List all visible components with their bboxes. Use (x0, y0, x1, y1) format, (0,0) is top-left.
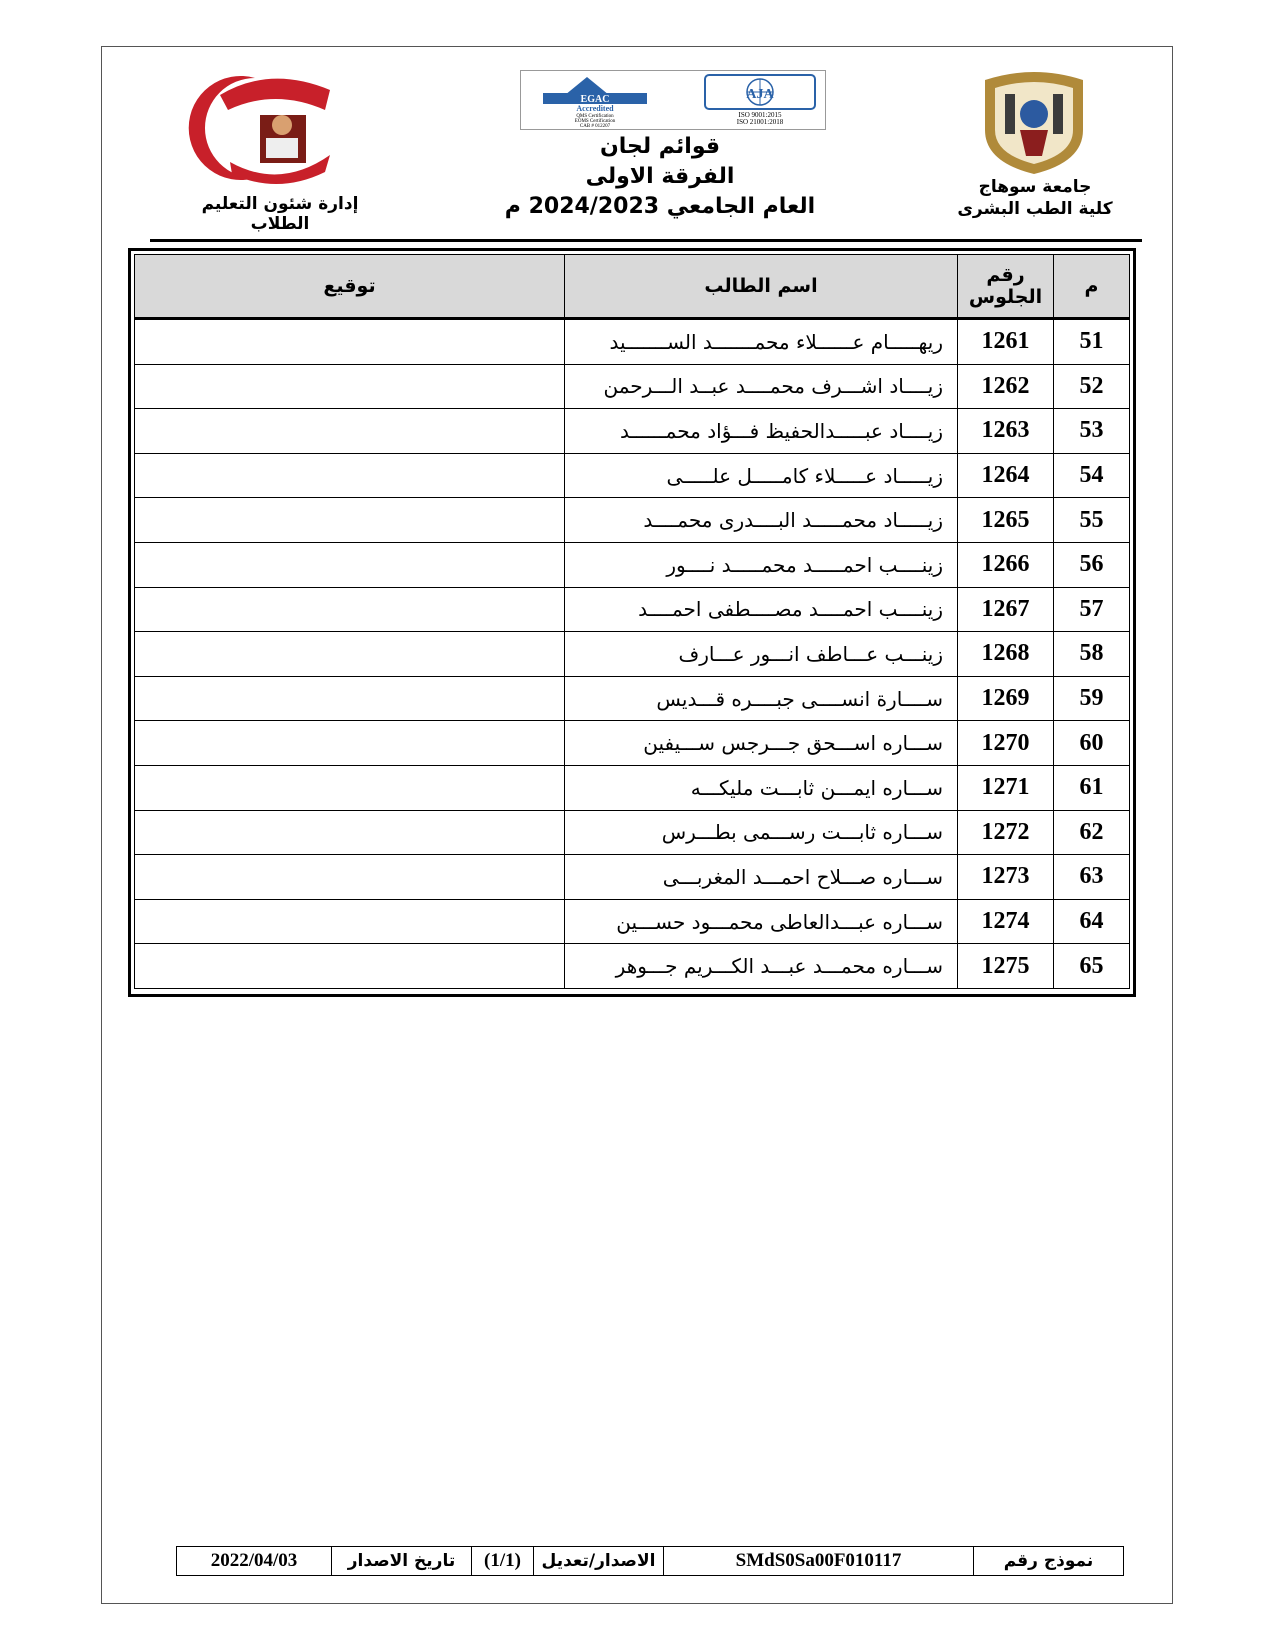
column-header-name: اسم الطالب (565, 255, 958, 319)
row-signature-cell[interactable] (135, 676, 565, 721)
title-academic-year: العام الجامعي 2024/2023 م (504, 194, 816, 219)
column-header-seat (958, 255, 1054, 319)
column-header-signature: توقيع (135, 255, 565, 319)
aja-iso9001-text: ISO 9001:2015 (738, 111, 782, 119)
row-index: 54 (1054, 453, 1130, 498)
row-signature-cell[interactable] (135, 899, 565, 944)
row-signature-cell[interactable] (135, 855, 565, 900)
row-signature-cell[interactable] (135, 721, 565, 766)
row-seat-number: 1262 (958, 364, 1054, 409)
row-signature-cell[interactable] (135, 409, 565, 454)
students-table-frame (128, 248, 1136, 997)
row-signature-cell[interactable] (135, 587, 565, 632)
egac-qms-text: QMS Certification (576, 114, 614, 119)
row-seat-number: 1270 (958, 721, 1054, 766)
aja-text: AJA (746, 87, 774, 102)
row-student-name: ســـاره ايمـــن ثابـــت مليكـــه (565, 765, 958, 810)
row-index: 58 (1054, 632, 1130, 677)
egac-cab-text: CAB # 012207 (579, 124, 611, 129)
row-index: 63 (1054, 855, 1130, 900)
row-signature-cell[interactable] (135, 944, 565, 989)
row-student-name: زيــــاد اشـــرف محمــــد عبــد الـــرحمن (565, 364, 958, 409)
document-title (500, 132, 820, 222)
row-index: 60 (1054, 721, 1130, 766)
row-seat-number: 1265 (958, 498, 1054, 543)
row-index: 52 (1054, 364, 1130, 409)
row-signature-cell[interactable] (135, 453, 565, 498)
table-row (135, 944, 1130, 989)
row-student-name: ســـاره اســـحق جـــرجس ســـيفين (565, 721, 958, 766)
table-row (135, 765, 1130, 810)
aja-certificate-icon (701, 73, 819, 125)
row-signature-cell[interactable] (135, 319, 565, 365)
row-student-name: ســـاره عبـــدالعاطى محمـــود حســـين (565, 899, 958, 944)
table-row (135, 453, 1130, 498)
row-seat-number: 1264 (958, 453, 1054, 498)
table-row (135, 810, 1130, 855)
certification-box (520, 70, 826, 130)
row-index: 56 (1054, 542, 1130, 587)
row-student-name: زينـــب عـــاطف انـــور عـــارف (565, 632, 958, 677)
row-signature-cell[interactable] (135, 364, 565, 409)
row-index: 53 (1054, 409, 1130, 454)
row-seat-number: 1275 (958, 944, 1054, 989)
row-seat-number: 1273 (958, 855, 1054, 900)
row-seat-number: 1268 (958, 632, 1054, 677)
row-index: 61 (1054, 765, 1130, 810)
egac-eoms-text: EOMS Certification (574, 119, 616, 124)
faculty-logo (160, 70, 350, 185)
egac-accredited-text: Accredited (576, 104, 614, 113)
header-divider (150, 239, 1142, 242)
table-row (135, 542, 1130, 587)
table-row (135, 632, 1130, 677)
table-row (135, 899, 1130, 944)
form-number-code: SMdS0Sa00F010117 (663, 1547, 973, 1575)
department-label: إدارة شئون التعليم الطلاب (201, 194, 359, 234)
table-row (135, 587, 1130, 632)
row-index: 59 (1054, 676, 1130, 721)
egac-text: EGAC (580, 94, 610, 105)
university-seal (975, 70, 1093, 175)
row-index: 64 (1054, 899, 1130, 944)
row-seat-number: 1269 (958, 676, 1054, 721)
issue-date-value: 2022/04/03 (210, 1550, 298, 1571)
title-year-group: الفرقة الاولى (585, 164, 735, 189)
table-row (135, 364, 1130, 409)
row-signature-cell[interactable] (135, 632, 565, 677)
table-header-row (135, 255, 1130, 319)
row-student-name: ســـاره ثابـــت رســـمى بطـــرس (565, 810, 958, 855)
row-student-name: زينــــب احمـــــد محمـــــد نــــور (565, 542, 958, 587)
title-committees: قوائم لجان (599, 134, 721, 159)
row-index: 55 (1054, 498, 1130, 543)
row-student-name: ســـاره صـــلاح احمـــد المغربـــى (565, 855, 958, 900)
row-student-name: زيــــاد عبـــــدالحفيظ فـــؤاد محمــــــد (565, 409, 958, 454)
seat-header-line2: الجلوس (968, 286, 1043, 308)
students-table (134, 254, 1130, 989)
row-signature-cell[interactable] (135, 542, 565, 587)
column-header-index: م (1054, 255, 1130, 319)
table-row (135, 855, 1130, 900)
row-index: 62 (1054, 810, 1130, 855)
row-signature-cell[interactable] (135, 498, 565, 543)
seat-header-line1: رقم (986, 264, 1025, 286)
row-seat-number: 1267 (958, 587, 1054, 632)
document-footer (176, 1546, 1124, 1576)
row-index: 65 (1054, 944, 1130, 989)
table-row (135, 319, 1130, 365)
row-student-name: زيـــــاد عـــــلاء كامـــــل علـــــى (565, 453, 958, 498)
row-index: 51 (1054, 319, 1130, 365)
row-seat-number: 1271 (958, 765, 1054, 810)
aja-iso21001-text: ISO 21001:2018 (736, 118, 784, 126)
row-signature-cell[interactable] (135, 810, 565, 855)
table-row (135, 498, 1130, 543)
row-seat-number: 1263 (958, 409, 1054, 454)
table-row (135, 409, 1130, 454)
university-name-block (950, 176, 1120, 220)
issue-date-label: تاريخ الاصدار (331, 1547, 471, 1575)
row-student-name: ريهـــــام عــــــلاء محمـــــــد الســـــــيد (565, 319, 958, 365)
egac-certificate-icon (525, 73, 665, 129)
row-seat-number: 1272 (958, 810, 1054, 855)
row-student-name: زينــــب احمــــد مصــــطفى احمــــد (565, 587, 958, 632)
row-seat-number: 1266 (958, 542, 1054, 587)
row-index: 57 (1054, 587, 1130, 632)
row-student-name: ســـاره محمـــد عبـــد الكـــريم جـــوهر (565, 944, 958, 989)
row-signature-cell[interactable] (135, 765, 565, 810)
revision-label: الاصدار/تعديل (533, 1547, 663, 1575)
faculty-name: كلية الطب البشرى (957, 199, 1113, 219)
university-name: جامعة سوهاج (978, 177, 1092, 197)
table-row (135, 721, 1130, 766)
revision-value: (1/1) (471, 1547, 533, 1575)
row-seat-number: 1261 (958, 319, 1054, 365)
form-number-label: نموذج رقم (973, 1547, 1123, 1575)
row-student-name: زيـــــاد محمـــــد البــــدرى محمــــد (565, 498, 958, 543)
row-student-name: ســــارة انســــى جبــــره قـــديس (565, 676, 958, 721)
row-seat-number: 1274 (958, 899, 1054, 944)
table-row (135, 676, 1130, 721)
